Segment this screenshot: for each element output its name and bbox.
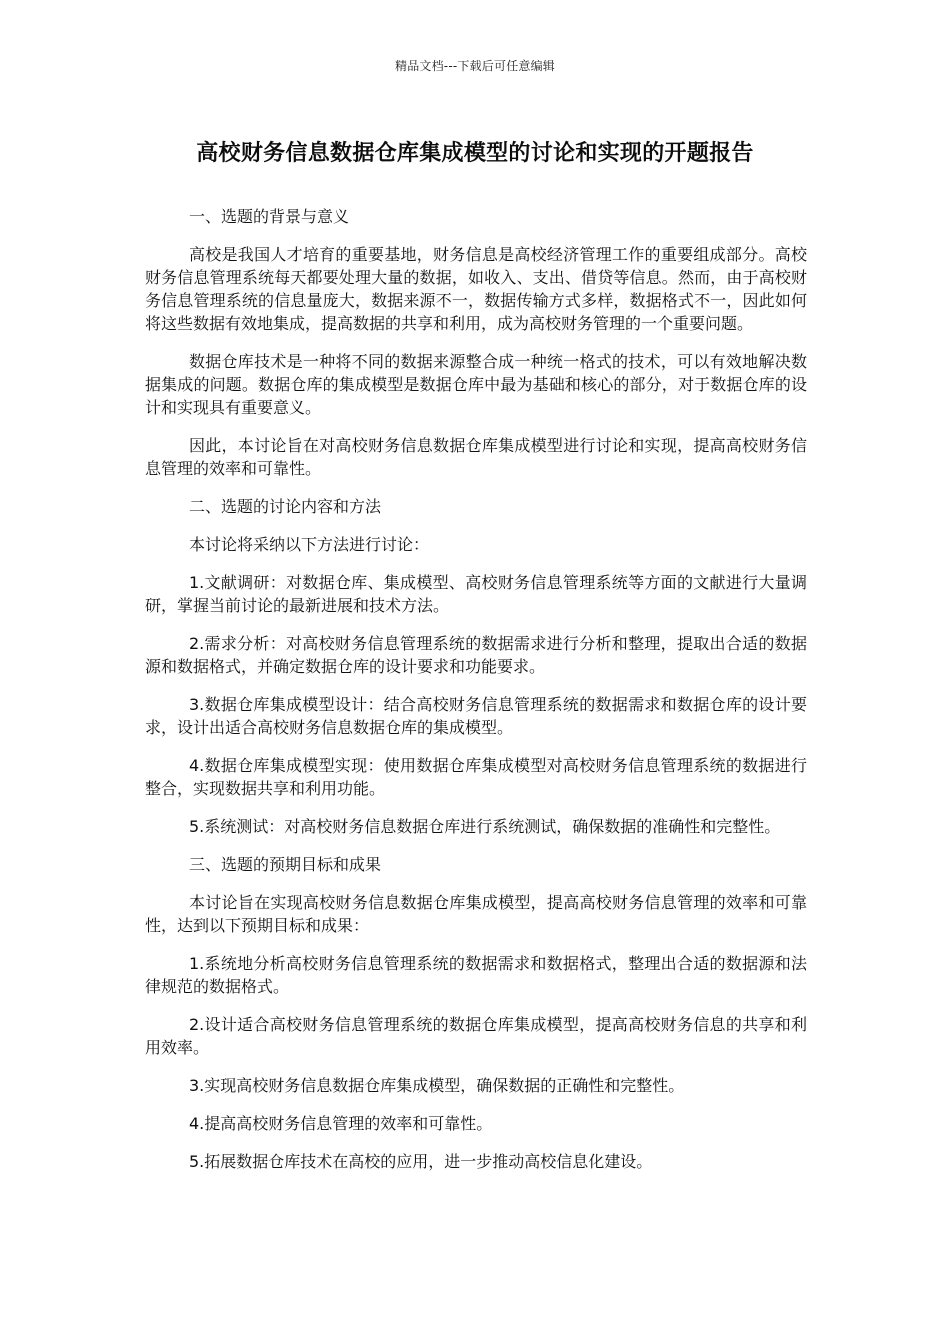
list-item: 1.系统地分析高校财务信息管理系统的数据需求和数据格式，整理出合适的数据源和法律规范的数据格式。 [145, 954, 807, 996]
paragraph: 本讨论旨在实现高校财务信息数据仓库集成模型，提高高校财务信息管理的效率和可靠性，达到以下预期目标和成果： [145, 893, 807, 935]
paragraph: 因此，本讨论旨在对高校财务信息数据仓库集成模型进行讨论和实现，提高高校财务信息管理的效率和可靠性。 [145, 436, 807, 478]
section-heading-goals: 三、选题的预期目标和成果 [189, 855, 382, 874]
list-item: 2.设计适合高校财务信息管理系统的数据仓库集成模型，提高高校财务信息的共享和利用效率。 [145, 1015, 807, 1057]
header-watermark: 精品文档---下载后可任意编辑 [395, 59, 555, 73]
list-item: 1.文献调研：对数据仓库、集成模型、高校财务信息管理系统等方面的文献进行大量调研，掌握当前讨论的最新进展和技术方法。 [145, 573, 807, 615]
list-item: 3.实现高校财务信息数据仓库集成模型，确保数据的正确性和完整性。 [189, 1076, 685, 1095]
section-heading-methods: 二、选题的讨论内容和方法 [189, 497, 382, 516]
list-item: 2.需求分析：对高校财务信息管理系统的数据需求进行分析和整理，提取出合适的数据源和数据格式，并确定数据仓库的设计要求和功能要求。 [145, 634, 807, 676]
document-body [145, 205, 807, 1188]
paragraph: 高校是我国人才培育的重要基地，财务信息是高校经济管理工作的重要组成部分。高校财务信息管理系统每天都要处理大量的数据，如收入、支出、借贷等信息。然而，由于高校财务信息管理系统的信息量庞大，数据来源不一，数据传输方式多样，数据格式不一，因此如何将这些数据有效地集成，提高数据的共享和利用，成为高校财务管理的一个重要问题。 [145, 245, 807, 333]
paragraph: 本讨论将采纳以下方法进行讨论： [189, 535, 430, 554]
list-item: 4.提高高校财务信息管理的效率和可靠性。 [189, 1114, 493, 1133]
document-title: 高校财务信息数据仓库集成模型的讨论和实现的开题报告 [196, 141, 754, 166]
list-item: 5.拓展数据仓库技术在高校的应用，进一步推动高校信息化建设。 [189, 1152, 653, 1171]
list-item: 5.系统测试：对高校财务信息数据仓库进行系统测试，确保数据的准确性和完整性。 [189, 817, 781, 836]
section-heading-background: 一、选题的背景与意义 [189, 207, 350, 226]
list-item: 3.数据仓库集成模型设计：结合高校财务信息管理系统的数据需求和数据仓库的设计要求，设计出适合高校财务信息数据仓库的集成模型。 [145, 695, 807, 737]
list-item: 4.数据仓库集成模型实现：使用数据仓库集成模型对高校财务信息管理系统的数据进行整合，实现数据共享和利用功能。 [145, 756, 807, 798]
paragraph: 数据仓库技术是一种将不同的数据来源整合成一种统一格式的技术，可以有效地解决数据集成的问题。数据仓库的集成模型是数据仓库中最为基础和核心的部分，对于数据仓库的设计和实现具有重要意义。 [145, 352, 807, 417]
